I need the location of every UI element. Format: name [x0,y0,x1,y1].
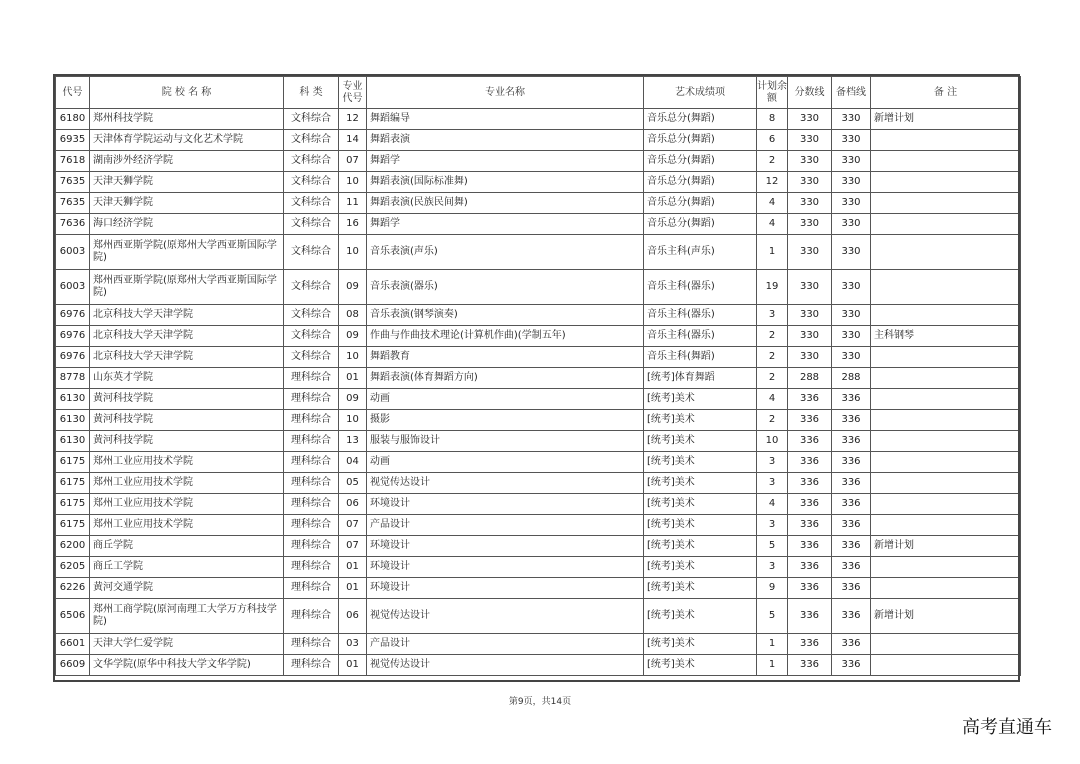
cell-score-line: 330 [788,130,832,151]
cell-art-score-item: [统考]美术 [644,557,757,578]
cell-plan-remaining: 2 [757,151,788,172]
cell-major-name: 舞蹈表演(民族民间舞) [367,193,644,214]
cell-major-name: 作曲与作曲技术理论(计算机作曲)(学制五年) [367,326,644,347]
cell-score-line: 336 [788,634,832,655]
cell-score-line: 330 [788,235,832,270]
cell-subject-type: 理科综合 [284,431,339,452]
cell-art-score-item: 音乐总分(舞蹈) [644,109,757,130]
cell-code: 6976 [56,326,90,347]
cell-major-code: 06 [339,599,367,634]
cell-art-score-item: 音乐总分(舞蹈) [644,193,757,214]
cell-school-name: 天津天狮学院 [90,172,284,193]
cell-code: 6976 [56,305,90,326]
cell-backup-line: 336 [832,452,871,473]
cell-major-code: 04 [339,452,367,473]
cell-school-name: 天津体育学院运动与文化艺术学院 [90,130,284,151]
cell-backup-line: 330 [832,130,871,151]
cell-backup-line: 336 [832,431,871,452]
cell-art-score-item: [统考]体育舞蹈 [644,368,757,389]
cell-plan-remaining: 3 [757,452,788,473]
cell-subject-type: 文科综合 [284,305,339,326]
cell-score-line: 330 [788,172,832,193]
cell-plan-remaining: 19 [757,270,788,305]
cell-score-line: 336 [788,389,832,410]
table-row [56,270,1021,305]
cell-code: 6609 [56,655,90,676]
table-row [56,389,1021,410]
cell-major-name: 环境设计 [367,557,644,578]
cell-backup-line: 330 [832,151,871,172]
cell-plan-remaining: 2 [757,410,788,431]
cell-plan-remaining: 6 [757,130,788,151]
cell-backup-line: 330 [832,193,871,214]
cell-score-line: 336 [788,452,832,473]
cell-major-name: 舞蹈表演(体育舞蹈方向) [367,368,644,389]
cell-subject-type: 文科综合 [284,235,339,270]
cell-subject-type: 文科综合 [284,151,339,172]
brand-watermark: 高考直通车 [962,717,1052,738]
cell-art-score-item: 音乐主科(器乐) [644,326,757,347]
cell-plan-remaining: 5 [757,536,788,557]
cell-backup-line: 330 [832,172,871,193]
cell-plan-remaining: 3 [757,515,788,536]
cell-plan-remaining: 3 [757,305,788,326]
cell-major-name: 产品设计 [367,515,644,536]
cell-art-score-item: [统考]美术 [644,431,757,452]
cell-school-name: 郑州工业应用技术学院 [90,473,284,494]
table-row [56,347,1021,368]
header-art-score-item: 艺术成绩项 [644,77,757,109]
cell-major-name: 视觉传达设计 [367,473,644,494]
cell-art-score-item: [统考]美术 [644,494,757,515]
cell-school-name: 北京科技大学天津学院 [90,347,284,368]
header-remarks: 备 注 [871,77,1021,109]
cell-school-name: 北京科技大学天津学院 [90,326,284,347]
table-row [56,172,1021,193]
cell-school-name: 商丘工学院 [90,557,284,578]
cell-code: 7635 [56,193,90,214]
cell-school-name: 海口经济学院 [90,214,284,235]
cell-major-name: 舞蹈教育 [367,347,644,368]
cell-code: 7618 [56,151,90,172]
cell-subject-type: 理科综合 [284,599,339,634]
table-header [56,77,1021,109]
cell-school-name: 商丘学院 [90,536,284,557]
cell-backup-line: 336 [832,389,871,410]
cell-art-score-item: [统考]美术 [644,389,757,410]
cell-art-score-item: [统考]美术 [644,452,757,473]
cell-subject-type: 文科综合 [284,193,339,214]
cell-backup-line: 330 [832,347,871,368]
cell-remarks [871,655,1021,676]
cell-score-line: 336 [788,473,832,494]
cell-remarks [871,473,1021,494]
cell-plan-remaining: 1 [757,634,788,655]
cell-major-code: 07 [339,515,367,536]
cell-code: 6180 [56,109,90,130]
table-row [56,214,1021,235]
cell-subject-type: 理科综合 [284,578,339,599]
cell-score-line: 330 [788,214,832,235]
cell-backup-line: 330 [832,214,871,235]
header-code: 代号 [56,77,90,109]
cell-school-name: 郑州西亚斯学院(原郑州大学西亚斯国际学院) [90,270,284,305]
table-row [56,410,1021,431]
cell-subject-type: 理科综合 [284,368,339,389]
cell-major-name: 舞蹈表演 [367,130,644,151]
cell-score-line: 336 [788,431,832,452]
cell-school-name: 黄河科技学院 [90,410,284,431]
cell-major-code: 01 [339,578,367,599]
cell-major-code: 01 [339,557,367,578]
cell-plan-remaining: 1 [757,655,788,676]
cell-major-code: 14 [339,130,367,151]
cell-subject-type: 文科综合 [284,214,339,235]
cell-school-name: 黄河科技学院 [90,431,284,452]
cell-code: 6130 [56,431,90,452]
cell-backup-line: 336 [832,655,871,676]
cell-major-code: 10 [339,347,367,368]
cell-code: 6175 [56,494,90,515]
cell-code: 6935 [56,130,90,151]
table-row [56,599,1021,634]
table-row [56,193,1021,214]
cell-score-line: 336 [788,494,832,515]
cell-plan-remaining: 4 [757,389,788,410]
cell-major-code: 09 [339,389,367,410]
cell-code: 6205 [56,557,90,578]
cell-remarks: 新增计划 [871,536,1021,557]
cell-subject-type: 文科综合 [284,130,339,151]
cell-remarks [871,172,1021,193]
cell-remarks [871,130,1021,151]
cell-code: 6506 [56,599,90,634]
cell-score-line: 330 [788,151,832,172]
cell-remarks [871,368,1021,389]
table-row [56,452,1021,473]
cell-backup-line: 330 [832,326,871,347]
cell-plan-remaining: 2 [757,347,788,368]
cell-major-code: 03 [339,634,367,655]
header-major-name: 专业名称 [367,77,644,109]
cell-subject-type: 理科综合 [284,494,339,515]
cell-school-name: 湖南涉外经济学院 [90,151,284,172]
cell-major-name: 舞蹈学 [367,151,644,172]
cell-major-name: 舞蹈表演(国际标准舞) [367,172,644,193]
cell-major-code: 13 [339,431,367,452]
cell-subject-type: 文科综合 [284,172,339,193]
cell-school-name: 山东英才学院 [90,368,284,389]
cell-art-score-item: 音乐总分(舞蹈) [644,130,757,151]
cell-major-code: 10 [339,172,367,193]
cell-school-name: 北京科技大学天津学院 [90,305,284,326]
cell-score-line: 336 [788,655,832,676]
cell-backup-line: 336 [832,599,871,634]
cell-art-score-item: [统考]美术 [644,536,757,557]
cell-plan-remaining: 3 [757,557,788,578]
cell-code: 8778 [56,368,90,389]
cell-school-name: 黄河交通学院 [90,578,284,599]
cell-art-score-item: 音乐主科(器乐) [644,270,757,305]
cell-school-name: 郑州工业应用技术学院 [90,494,284,515]
cell-art-score-item: 音乐总分(舞蹈) [644,214,757,235]
cell-plan-remaining: 1 [757,235,788,270]
cell-score-line: 288 [788,368,832,389]
cell-school-name: 黄河科技学院 [90,389,284,410]
cell-plan-remaining: 5 [757,599,788,634]
cell-code: 6003 [56,270,90,305]
cell-backup-line: 336 [832,515,871,536]
cell-score-line: 330 [788,109,832,130]
cell-major-name: 音乐表演(钢琴演奏) [367,305,644,326]
cell-plan-remaining: 4 [757,214,788,235]
cell-score-line: 330 [788,347,832,368]
cell-code: 6130 [56,389,90,410]
cell-major-name: 音乐表演(器乐) [367,270,644,305]
cell-major-name: 视觉传达设计 [367,655,644,676]
cell-remarks [871,515,1021,536]
cell-score-line: 330 [788,193,832,214]
cell-code: 6175 [56,452,90,473]
cell-code: 7635 [56,172,90,193]
cell-plan-remaining: 8 [757,109,788,130]
cell-subject-type: 理科综合 [284,473,339,494]
cell-art-score-item: [统考]美术 [644,655,757,676]
cell-remarks [871,431,1021,452]
cell-major-code: 11 [339,193,367,214]
cell-major-name: 动画 [367,452,644,473]
cell-code: 6601 [56,634,90,655]
cell-subject-type: 文科综合 [284,347,339,368]
cell-score-line: 330 [788,305,832,326]
cell-major-code: 07 [339,536,367,557]
cell-remarks [871,557,1021,578]
cell-code: 6226 [56,578,90,599]
cell-remarks [871,193,1021,214]
cell-score-line: 336 [788,578,832,599]
table-row [56,235,1021,270]
cell-major-name: 音乐表演(声乐) [367,235,644,270]
cell-plan-remaining: 2 [757,368,788,389]
cell-remarks [871,494,1021,515]
cell-subject-type: 理科综合 [284,410,339,431]
cell-score-line: 336 [788,599,832,634]
cell-art-score-item: [统考]美术 [644,599,757,634]
cell-major-code: 01 [339,368,367,389]
cell-major-code: 10 [339,410,367,431]
cell-art-score-item: [统考]美术 [644,634,757,655]
cell-backup-line: 336 [832,578,871,599]
cell-backup-line: 330 [832,305,871,326]
header-major-code: 专业代号 [339,77,367,109]
cell-score-line: 336 [788,410,832,431]
table-row [56,634,1021,655]
cell-score-line: 336 [788,536,832,557]
cell-major-name: 环境设计 [367,494,644,515]
table-row [56,109,1021,130]
header-plan-remaining: 计划余额 [757,77,788,109]
cell-major-name: 舞蹈编导 [367,109,644,130]
cell-code: 6003 [56,235,90,270]
cell-major-name: 环境设计 [367,536,644,557]
table-row [56,557,1021,578]
cell-score-line: 330 [788,270,832,305]
header-school-name: 院 校 名 称 [90,77,284,109]
table-row [56,151,1021,172]
cell-subject-type: 理科综合 [284,452,339,473]
cell-backup-line: 336 [832,634,871,655]
cell-backup-line: 288 [832,368,871,389]
cell-subject-type: 理科综合 [284,389,339,410]
table-row [56,130,1021,151]
cell-major-code: 08 [339,305,367,326]
cell-backup-line: 336 [832,557,871,578]
cell-backup-line: 336 [832,410,871,431]
cell-major-code: 10 [339,235,367,270]
header-backup-line: 备档线 [832,77,871,109]
cell-school-name: 郑州科技学院 [90,109,284,130]
cell-plan-remaining: 10 [757,431,788,452]
cell-major-code: 05 [339,473,367,494]
cell-score-line: 336 [788,557,832,578]
cell-backup-line: 336 [832,473,871,494]
table-row [56,655,1021,676]
cell-school-name: 郑州西亚斯学院(原郑州大学西亚斯国际学院) [90,235,284,270]
cell-plan-remaining: 9 [757,578,788,599]
cell-plan-remaining: 4 [757,193,788,214]
cell-major-code: 01 [339,655,367,676]
cell-score-line: 330 [788,326,832,347]
table-row [56,536,1021,557]
cell-major-code: 16 [339,214,367,235]
cell-subject-type: 理科综合 [284,536,339,557]
cell-major-name: 舞蹈学 [367,214,644,235]
cell-major-code: 07 [339,151,367,172]
cell-major-name: 视觉传达设计 [367,599,644,634]
cell-code: 6175 [56,515,90,536]
cell-remarks [871,410,1021,431]
cell-art-score-item: [统考]美术 [644,578,757,599]
cell-plan-remaining: 3 [757,473,788,494]
table-row [56,326,1021,347]
cell-art-score-item: 音乐总分(舞蹈) [644,172,757,193]
header-score-line: 分数线 [788,77,832,109]
cell-backup-line: 330 [832,109,871,130]
cell-subject-type: 文科综合 [284,270,339,305]
table-row [56,473,1021,494]
cell-major-code: 09 [339,270,367,305]
cell-plan-remaining: 4 [757,494,788,515]
cell-remarks [871,578,1021,599]
cell-major-name: 动画 [367,389,644,410]
cell-remarks [871,151,1021,172]
cell-plan-remaining: 12 [757,172,788,193]
cell-subject-type: 理科综合 [284,515,339,536]
cell-backup-line: 330 [832,270,871,305]
cell-art-score-item: [统考]美术 [644,473,757,494]
cell-subject-type: 理科综合 [284,655,339,676]
cell-art-score-item: [统考]美术 [644,515,757,536]
cell-remarks [871,214,1021,235]
cell-art-score-item: 音乐主科(舞蹈) [644,347,757,368]
table-row [56,515,1021,536]
cell-major-name: 服装与服饰设计 [367,431,644,452]
cell-art-score-item: 音乐主科(器乐) [644,305,757,326]
cell-major-code: 09 [339,326,367,347]
cell-remarks [871,389,1021,410]
cell-major-code: 12 [339,109,367,130]
page-number: 第9页，共14页 [508,697,572,707]
table-row [56,368,1021,389]
cell-art-score-item: 音乐总分(舞蹈) [644,151,757,172]
cell-subject-type: 理科综合 [284,557,339,578]
cell-school-name: 郑州工商学院(原河南理工大学万方科技学院) [90,599,284,634]
cell-remarks: 新增计划 [871,109,1021,130]
cell-subject-type: 文科综合 [284,109,339,130]
cell-code: 6200 [56,536,90,557]
cell-art-score-item: [统考]美术 [644,410,757,431]
cell-school-name: 文华学院(原华中科技大学文华学院) [90,655,284,676]
cell-major-name: 环境设计 [367,578,644,599]
cell-backup-line: 336 [832,494,871,515]
cell-remarks: 新增计划 [871,599,1021,634]
cell-school-name: 天津大学仁爱学院 [90,634,284,655]
cell-code: 6175 [56,473,90,494]
table-row [56,494,1021,515]
table-row [56,431,1021,452]
cell-major-code: 06 [339,494,367,515]
admission-table [55,76,1021,676]
cell-major-name: 产品设计 [367,634,644,655]
header-subject-type: 科 类 [284,77,339,109]
cell-remarks [871,452,1021,473]
cell-remarks [871,305,1021,326]
cell-code: 7636 [56,214,90,235]
cell-code: 6130 [56,410,90,431]
cell-remarks: 主科钢琴 [871,326,1021,347]
cell-school-name: 郑州工业应用技术学院 [90,515,284,536]
cell-backup-line: 336 [832,536,871,557]
cell-art-score-item: 音乐主科(声乐) [644,235,757,270]
table-row [56,305,1021,326]
cell-code: 6976 [56,347,90,368]
cell-subject-type: 文科综合 [284,326,339,347]
cell-remarks [871,270,1021,305]
cell-score-line: 336 [788,515,832,536]
cell-plan-remaining: 2 [757,326,788,347]
cell-backup-line: 330 [832,235,871,270]
cell-school-name: 天津天狮学院 [90,193,284,214]
cell-remarks [871,347,1021,368]
cell-remarks [871,634,1021,655]
table-row [56,578,1021,599]
cell-remarks [871,235,1021,270]
cell-major-name: 摄影 [367,410,644,431]
cell-subject-type: 理科综合 [284,634,339,655]
cell-school-name: 郑州工业应用技术学院 [90,452,284,473]
